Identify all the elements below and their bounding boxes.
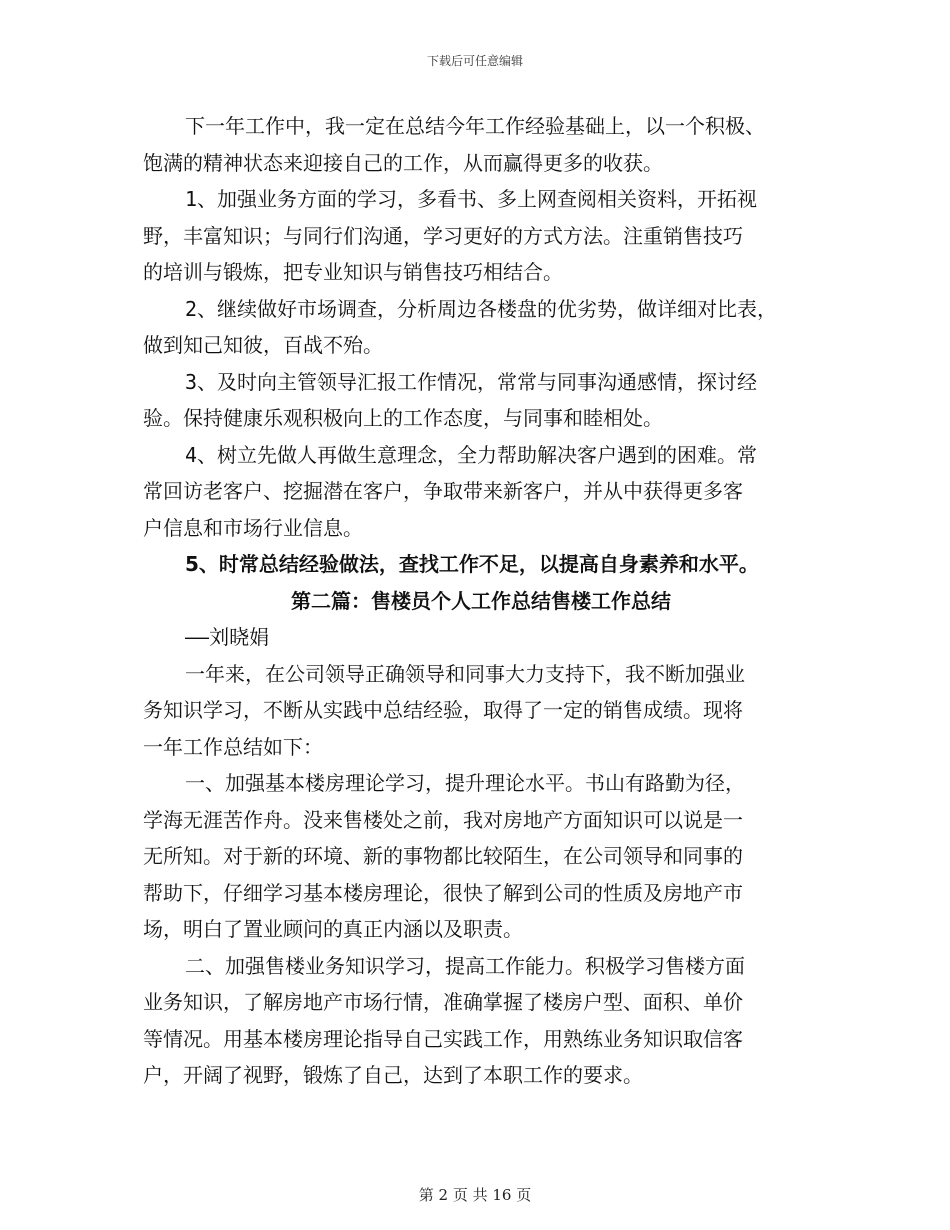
paragraph-line: 常回访老客户、挖掘潜在客户，争取带来新客户，并从中获得更多客 [143, 479, 743, 503]
paragraph-line: 场，明白了置业顾问的真正内涵以及职责。 [143, 917, 523, 941]
paragraph-line: 3、及时向主管领导汇报工作情况，常常与同事沟通感情，探讨经 [185, 369, 758, 394]
paragraph-line: 业务知识，了解房地产市场行情，准确掌握了楼房户型、面积、单价 [143, 990, 743, 1014]
author-line: ——刘晓娟 [185, 625, 270, 649]
paragraph-line: 2、继续做好市场调查，分析周边各楼盘的优劣势，做详细对比表， [185, 296, 778, 321]
paragraph-line: 的培训与锻炼，把专业知识与销售技巧相结合。 [143, 260, 563, 284]
section-title: 第二篇：售楼员个人工作总结售楼工作总结 [291, 588, 671, 613]
paragraph-line: 饱满的精神状态来迎接自己的工作，从而赢得更多的收获。 [143, 150, 663, 175]
paragraph-line: 一、加强基本楼房理论学习，提升理论水平。书山有路勤为径， [185, 771, 745, 795]
paragraph-line: 下一年工作中，我一定在总结今年工作经验基础上，以一个积极、 [185, 114, 765, 138]
paragraph-line: 一年来，在公司领导正确领导和同事大力支持下，我不断加强业 [185, 661, 745, 686]
page-footer: 第 2 页 共 16 页 [418, 1186, 532, 1204]
paragraph-line: 做到知己知彼，百战不殆。 [143, 333, 383, 357]
paragraph-line: 帮助下，仔细学习基本楼房理论，很快了解到公司的性质及房地产市 [143, 880, 743, 905]
paragraph-line: 二、加强售楼业务知识学习，提高工作能力。积极学习售楼方面 [185, 953, 745, 978]
paragraph-line: 野，丰富知识；与同行们沟通，学习更好的方式方法。注重销售技巧 [143, 223, 743, 248]
paragraph-line: 学海无涯苦作舟。没来售楼处之前，我对房地产方面知识可以说是一 [143, 807, 743, 832]
paragraph-line: 等情况。用基本楼房理论指导自己实践工作，用熟练业务知识取信客 [143, 1026, 743, 1051]
paragraph-line: 务知识学习，不断从实践中总结经验，取得了一定的销售成绩。现将 [143, 698, 743, 722]
paragraph-line: 验。保持健康乐观积极向上的工作态度，与同事和睦相处。 [143, 406, 663, 430]
paragraph-line: 1、加强业务方面的学习，多看书、多上网查阅相关资料，开拓视 [185, 187, 758, 211]
paragraph-line: 户，开阔了视野，锻炼了自己，达到了本职工作的要求。 [143, 1063, 643, 1087]
page-header: 下载后可任意编辑 [426, 54, 523, 68]
paragraph-line: 户信息和市场行业信息。 [143, 515, 363, 540]
paragraph-line: 一年工作总结如下： [143, 734, 323, 759]
paragraph-line: 4、树立先做人再做生意理念，全力帮助解决客户遇到的困难。常 [185, 442, 758, 467]
paragraph-line: 无所知。对于新的环境、新的事物都比较陌生，在公司领导和同事的 [143, 844, 743, 868]
document-body [143, 108, 819, 1094]
bold-summary-line: 5、时常总结经验做法，查找工作不足，以提高自身素养和水平。 [185, 552, 759, 576]
